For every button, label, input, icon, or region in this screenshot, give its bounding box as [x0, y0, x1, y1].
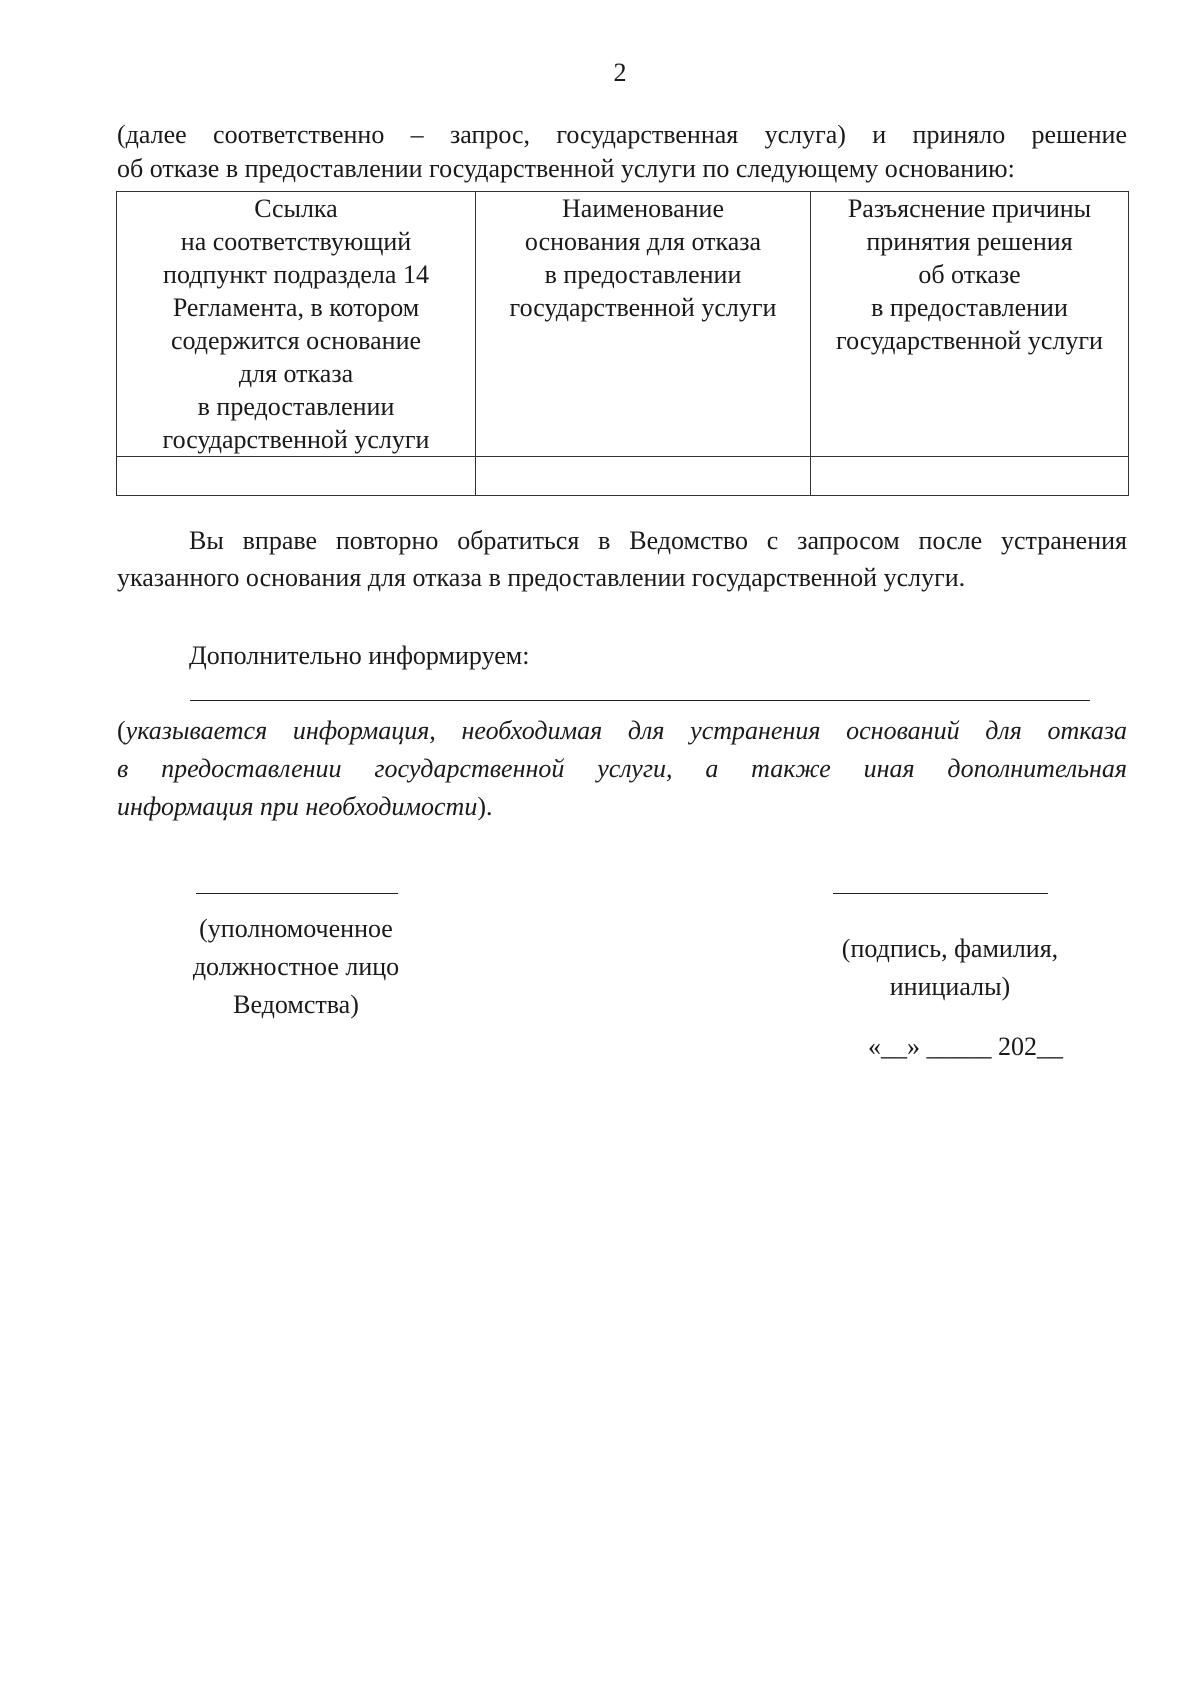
official-caption: (уполномоченное должностное лицо Ведомства): [192, 914, 400, 1019]
table-row: [117, 457, 1129, 496]
signature-name-line[interactable]: [833, 893, 1048, 894]
date-line[interactable]: «__» _____ 202__: [868, 1032, 1063, 1061]
table-cell-ground-name[interactable]: [476, 457, 811, 496]
note-open-paren: (: [117, 716, 126, 745]
table-cell-explanation[interactable]: [811, 457, 1129, 496]
intro-line-1: (далее соответственно – запрос, государственная услуга) и принял​о решение: [117, 120, 1127, 149]
reapply-paragraph-line-1: Вы вправе повторно обратиться в Ведомство с запросом после устранения: [189, 526, 1127, 555]
note-text-1: указывается информация, необходимая для устранения оснований для отказа: [125, 716, 1127, 745]
additional-info-blank-line[interactable]: [190, 700, 1090, 701]
header-reference-text: Ссылка на соответствующий подпункт подраздела 14 Регламента, в котором содержится основание для отказа в предоставлении государственной услуги: [162, 194, 430, 454]
table-header-reference: [117, 192, 476, 457]
additional-info-label: Дополнительно информируем:: [189, 641, 530, 670]
note-close-paren: ).: [477, 792, 493, 821]
note-line-2: в предоставлении государственной услуги, а также иная дополнительная: [117, 754, 1127, 783]
note-text-3: информация при необходимости: [117, 792, 478, 821]
header-ground-name-text: Наименование основания для отказа в предоставлении государственной услуги: [509, 194, 777, 322]
table-header-ground-name: [476, 192, 811, 457]
note-line-1: [117, 714, 1127, 748]
note-line-3: [117, 790, 1127, 824]
table-header-explanation: [811, 192, 1129, 457]
table-header-row: [117, 192, 1129, 457]
header-explanation-text: Разъяснение причины принятия решения об отказе в предоставлении государственной услуги: [836, 194, 1103, 355]
table-cell-reference[interactable]: [117, 457, 476, 496]
intro-line-2: об отказе в предоставлении государственной услуги по следующему основанию:: [117, 154, 1015, 183]
official-signature-line[interactable]: [196, 893, 398, 894]
signature-caption: (подпись, фамилия, инициалы): [841, 934, 1059, 1001]
refusal-reasons-table: [116, 191, 1129, 496]
reapply-paragraph-line-2: указанного основания для отказа в предоставлении государственной услуги.: [117, 563, 966, 592]
page-number: 2: [613, 58, 627, 87]
